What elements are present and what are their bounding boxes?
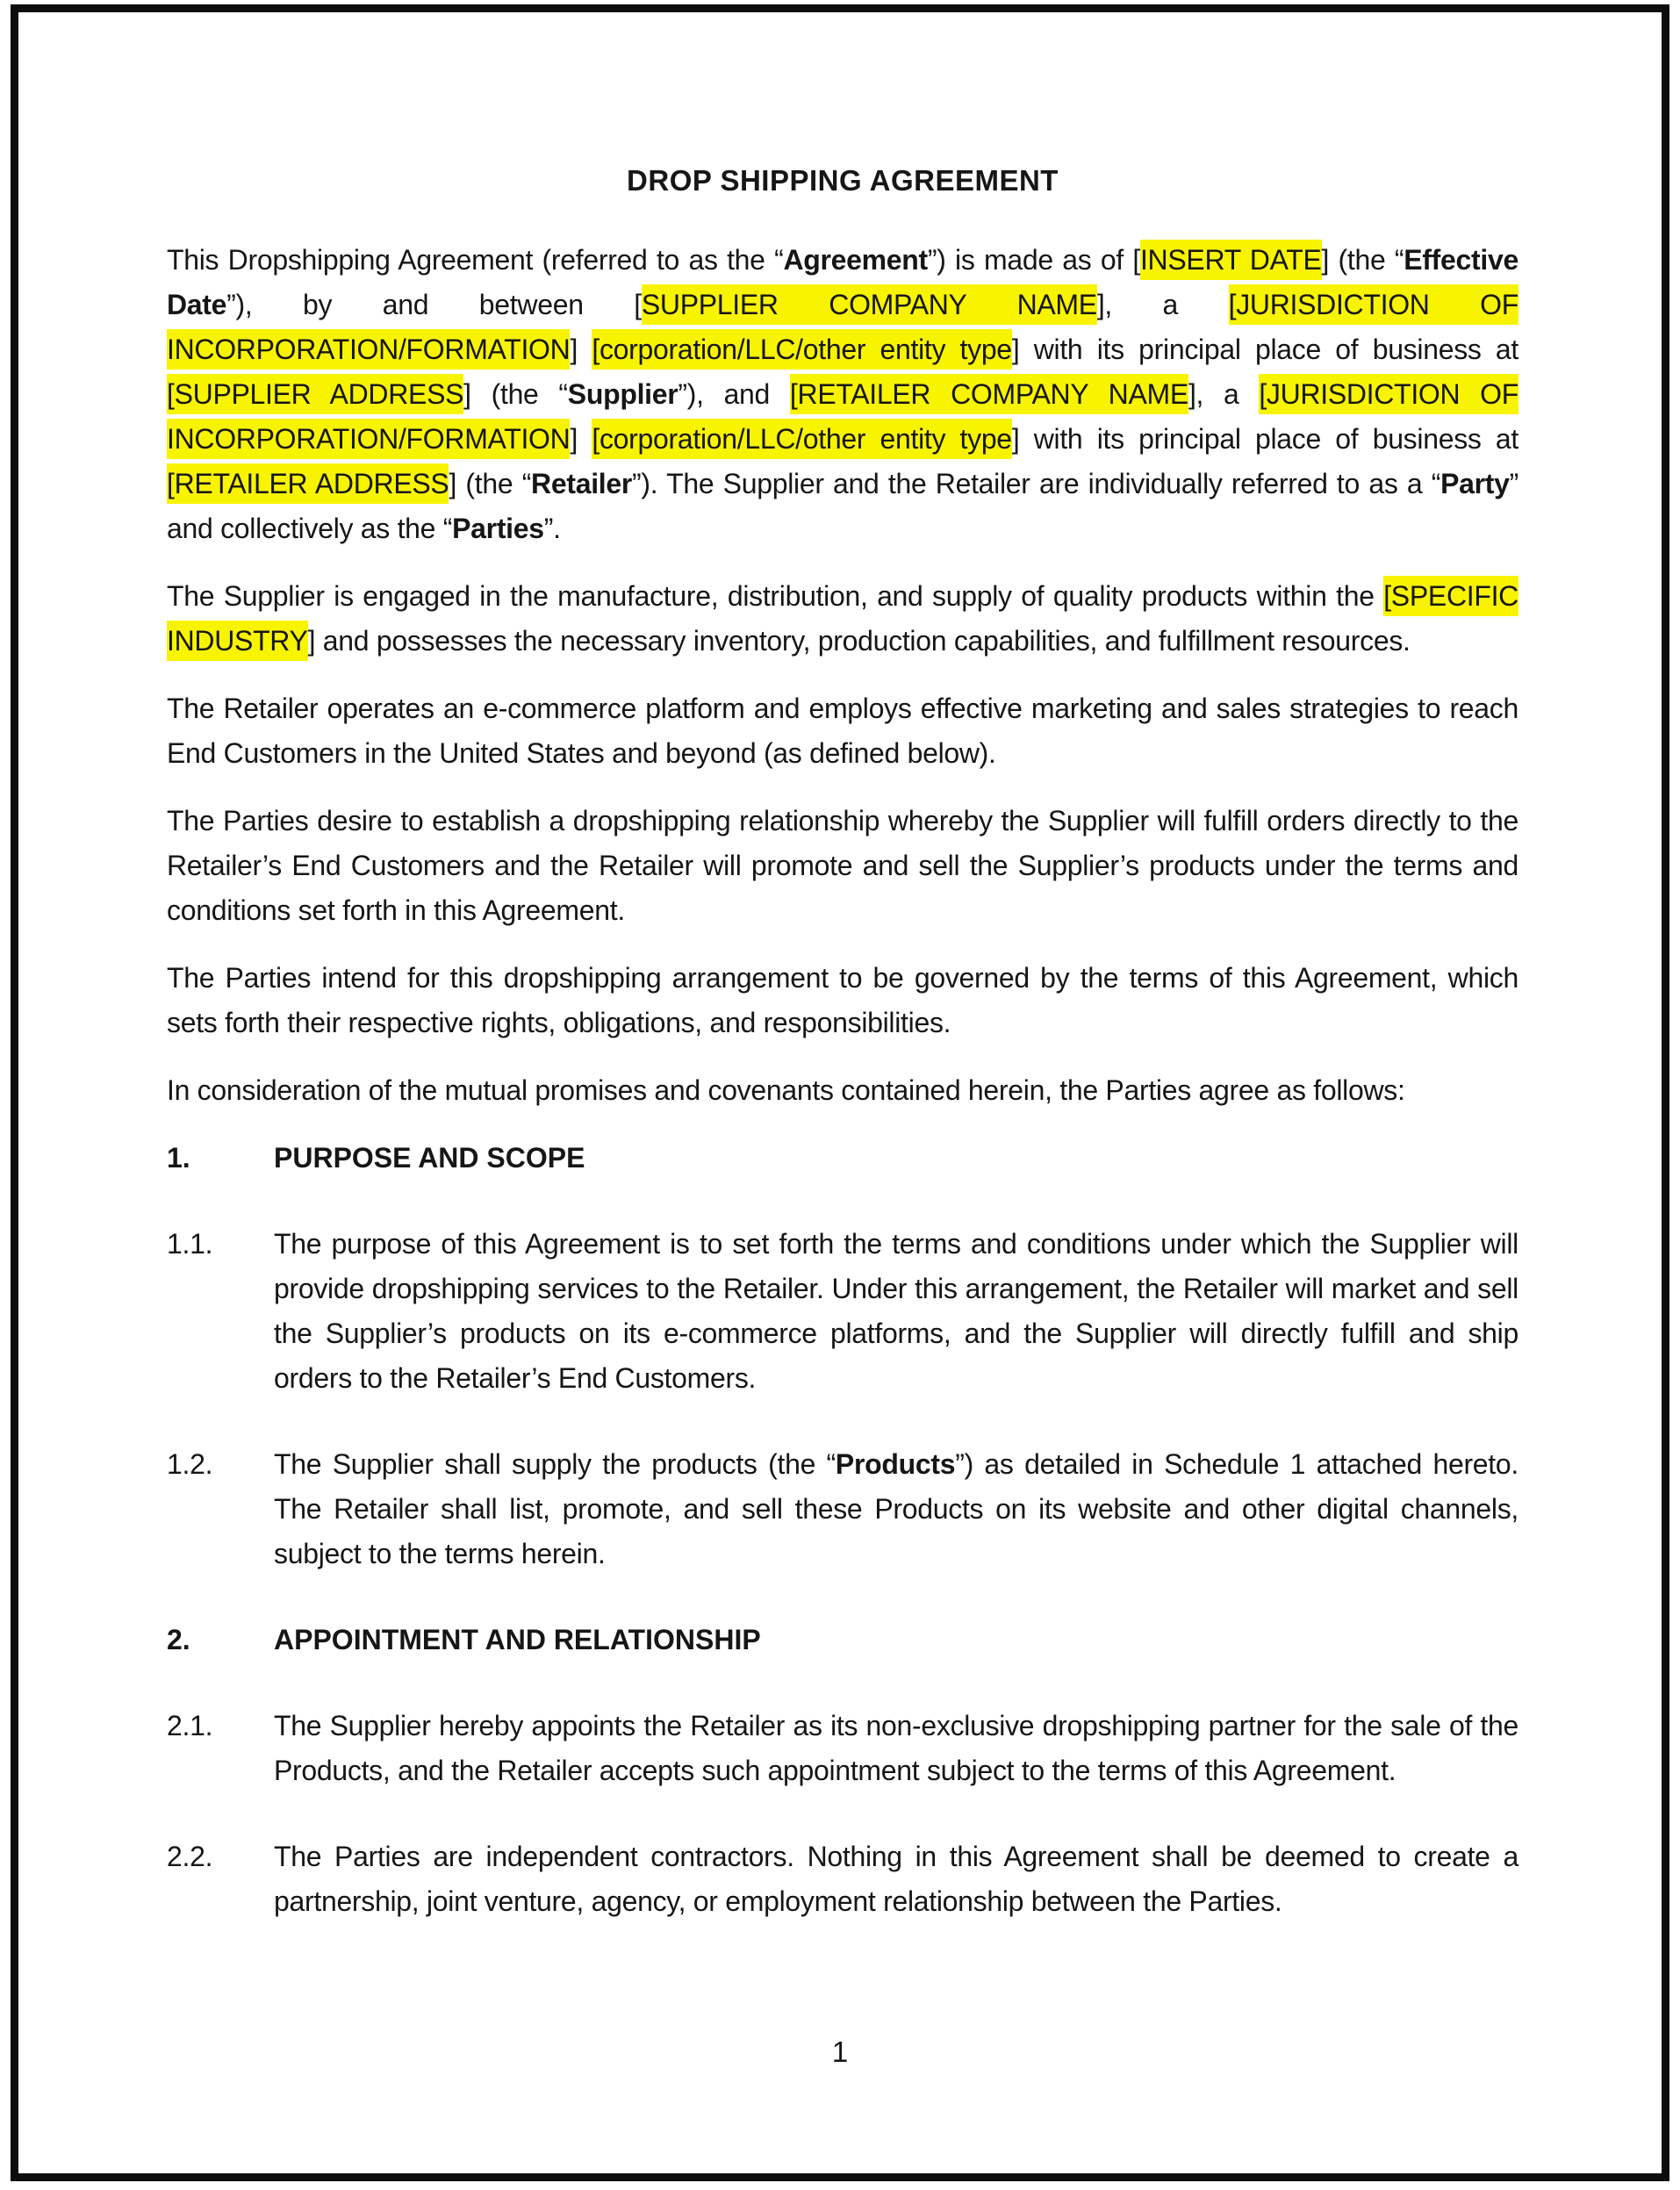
text-run: The Parties are independent contractors. Nothing in this Agreement shall be deemed to create a partnership, joint venture, agency, or employment relationship between the Parties.	[274, 1841, 1518, 1917]
highlighted-placeholder: [RETAILER ADDRESS	[167, 463, 449, 504]
paragraph	[167, 956, 1518, 1045]
clause-number: 2.2.	[167, 1841, 213, 1872]
text-run: ] (the “	[449, 468, 532, 499]
text-run: ] and possesses the necessary inventory, production capabilities, and fulfillment resources.	[307, 625, 1411, 657]
clause-text	[274, 1222, 1518, 1401]
text-run: ”). The Supplier and the Retailer are individually referred to as a “	[632, 468, 1441, 499]
paragraph	[167, 686, 1518, 776]
document-title: DROP SHIPPING AGREEMENT	[627, 164, 1059, 197]
text-run: The Supplier is engaged in the manufacture, distribution, and supply of quality products within the	[167, 580, 1384, 612]
highlighted-placeholder: [corporation/LLC/other entity type	[592, 419, 1011, 459]
highlighted-placeholder: [corporation/LLC/other entity type	[592, 329, 1011, 370]
text-run: The Parties desire to establish a dropshipping relationship whereby the Supplier will fulfill orders directly to the Retailer’s End Customers and the Retailer will promote and sell the Supplier’s products under the terms and conditions set forth in this Agreement.	[167, 805, 1518, 926]
text-run: ] (the “	[463, 378, 568, 410]
section-heading-text: PURPOSE AND SCOPE	[274, 1142, 585, 1174]
highlighted-placeholder: INSERT DATE	[1140, 240, 1322, 280]
highlighted-placeholder: [JURISDICTION OF INCORPORATION/FORMATION	[167, 284, 1518, 370]
document-content	[167, 0, 1518, 1965]
paragraph	[167, 799, 1518, 933]
clause-number: 2.1.	[167, 1710, 213, 1741]
numbered-clause	[167, 1222, 1518, 1401]
highlighted-placeholder: [SPECIFIC INDUSTRY	[167, 576, 1518, 661]
numbered-clause	[167, 1442, 1518, 1576]
clause-number: 2.	[167, 1624, 190, 1655]
text-run: ” and collectively as the “	[167, 468, 1518, 544]
text-run: ] (the “	[1321, 244, 1404, 276]
numbered-clause	[167, 1835, 1518, 1924]
highlighted-placeholder: SUPPLIER COMPANY NAME	[642, 284, 1097, 325]
clause-number: 1.	[167, 1142, 190, 1174]
text-run: The purpose of this Agreement is to set forth the terms and conditions under which the Supplier will provide dropshipping services to the Retailer. Under this arrangement, the Retailer will market and sell the Supplier’s products on its e-commerce platforms, and the Supplier will directly fulfill and ship orders to the Retailer’s End Customers.	[274, 1228, 1518, 1394]
clause-text	[274, 1442, 1518, 1576]
clause-text	[274, 1835, 1518, 1924]
defined-term: Agreement	[783, 244, 928, 276]
highlighted-placeholder: [SUPPLIER ADDRESS	[167, 374, 463, 414]
text-run: ], a	[1096, 289, 1229, 320]
clause-number: 1.1.	[167, 1228, 213, 1260]
paragraph	[167, 1068, 1518, 1113]
text-run: ”) as detailed in Schedule 1 attached hereto. The Retailer shall list, promote, and sell these Products on its website and other digital channels, subject to the terms herein.	[274, 1448, 1518, 1569]
defined-term: Party	[1440, 468, 1510, 499]
section-heading	[167, 1618, 1518, 1662]
defined-term: Effective Date	[167, 244, 1518, 320]
text-run: ]	[570, 423, 592, 455]
clause-text	[274, 1704, 1518, 1793]
text-run: ]	[570, 334, 592, 365]
text-run: ”.	[543, 513, 561, 544]
defined-term: Products	[835, 1448, 956, 1480]
text-run: ] with its principal place of business at	[1011, 423, 1518, 455]
defined-term: Supplier	[567, 378, 678, 410]
text-run: ] with its principal place of business at	[1011, 334, 1518, 365]
clause-number: 1.2.	[167, 1448, 213, 1480]
highlighted-placeholder: [JURISDICTION OF INCORPORATION/FORMATION	[167, 374, 1518, 459]
defined-term: Retailer	[531, 468, 633, 499]
defined-term: Parties	[452, 513, 544, 544]
text-run: The Supplier hereby appoints the Retailer as its non-exclusive dropshipping partner for the sale of the Products, and the Retailer accepts such appointment subject to the terms of this Agreement.	[274, 1710, 1518, 1786]
page-number: 1	[831, 2036, 849, 2068]
document-body	[167, 238, 1518, 1924]
numbered-clause	[167, 1704, 1518, 1793]
text-run: The Supplier shall supply the products (the “	[274, 1448, 836, 1480]
paragraph	[167, 238, 1518, 551]
section-heading	[167, 1136, 1518, 1181]
text-run: ”), and	[678, 378, 790, 410]
text-run: This Dropshipping Agreement (referred to as the “	[167, 244, 784, 276]
paragraph	[167, 574, 1518, 664]
section-heading-text: APPOINTMENT AND RELATIONSHIP	[274, 1624, 761, 1655]
text-run: ”) is made as of [	[927, 244, 1140, 276]
text-run: The Retailer operates an e-commerce platform and employs effective marketing and sales strategies to reach End Customers in the United States and beyond (as defined below).	[167, 693, 1518, 769]
highlighted-placeholder: [RETAILER COMPANY NAME	[790, 374, 1188, 414]
text-run: The Parties intend for this dropshipping arrangement to be governed by the terms of this Agreement, which sets forth their respective rights, obligations, and responsibilities.	[167, 962, 1518, 1038]
text-run: In consideration of the mutual promises and covenants contained herein, the Parties agree as follows:	[167, 1074, 1405, 1106]
text-run: ”), by and between [	[226, 289, 642, 320]
text-run: ], a	[1188, 378, 1260, 410]
